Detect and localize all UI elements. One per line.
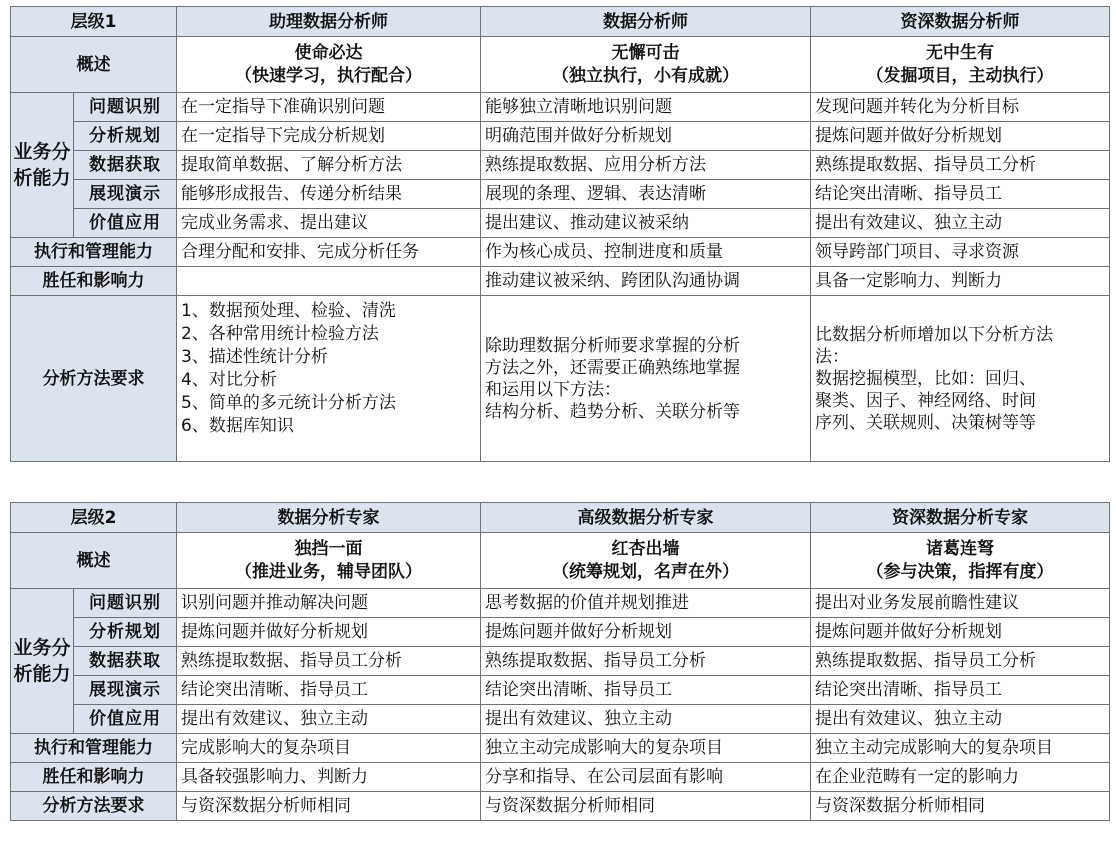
table-cell: 在企业范畴有一定的影响力 (811, 763, 1110, 792)
table-cell: 独立主动完成影响大的复杂项目 (481, 734, 811, 763)
methods-line: 4、对比分析 (181, 370, 277, 390)
group-label: 业务分析能力 (11, 589, 74, 734)
row-label: 价值应用 (74, 705, 177, 734)
level1-table (10, 6, 1110, 462)
table-row (11, 705, 1110, 734)
table-row (11, 93, 1110, 122)
table-row (11, 180, 1110, 209)
table-cell: 与资深数据分析师相同 (481, 792, 811, 821)
overview-cell (177, 533, 481, 589)
methods-line: 3、描述性统计分析 (181, 347, 328, 367)
methods-cell (811, 296, 1110, 462)
table-cell: 作为核心成员、控制进度和质量 (481, 238, 811, 267)
overview-subtitle: （快速学习，执行配合） (235, 65, 422, 86)
row-label: 展现演示 (74, 180, 177, 209)
table-row (11, 647, 1110, 676)
overview-subtitle: （发掘项目，主动执行） (866, 65, 1054, 86)
table-cell: 结论突出清晰、指导员工 (811, 676, 1110, 705)
methods-line: 序列、关联规则、决策树等等 (815, 412, 1036, 433)
table-cell: 结论突出清晰、指导员工 (177, 676, 481, 705)
table-cell: 明确范围并做好分析规划 (481, 122, 811, 151)
table-cell: 识别问题并推动解决问题 (177, 589, 481, 618)
table-cell: 熟练提取数据、指导员工分析 (811, 151, 1110, 180)
table-cell: 熟练提取数据、指导员工分析 (481, 647, 811, 676)
table-cell: 熟练提取数据、指导员工分析 (177, 647, 481, 676)
table-cell: 提炼问题并做好分析规划 (811, 618, 1110, 647)
table-cell: 提取简单数据、了解分析方法 (177, 151, 481, 180)
table-cell: 提炼问题并做好分析规划 (177, 618, 481, 647)
methods-line: 数据挖掘模型，比如：回归、 (815, 368, 1036, 389)
row-label: 胜任和影响力 (11, 267, 177, 296)
table-cell: 在一定指导下完成分析规划 (177, 122, 481, 151)
overview-label: 概述 (11, 37, 177, 93)
column-header: 数据分析专家 (177, 503, 481, 533)
table-row (11, 238, 1110, 267)
row-label: 胜任和影响力 (11, 763, 177, 792)
methods-line: 法： (815, 346, 849, 367)
table-cell: 熟练提取数据、应用分析方法 (481, 151, 811, 180)
group-label: 业务分析能力 (11, 93, 74, 238)
column-header: 资深数据分析专家 (811, 503, 1110, 533)
overview-title: 使命必达 (294, 42, 363, 63)
row-label: 价值应用 (74, 209, 177, 238)
overview-title: 无懈可击 (611, 42, 680, 63)
table-row (11, 792, 1110, 821)
methods-line: 结构分析、趋势分析、关联分析等 (485, 401, 740, 422)
overview-subtitle: （参与决策，指挥有度） (866, 561, 1054, 582)
table-cell: 展现的条理、逻辑、表达清晰 (481, 180, 811, 209)
level-corner: 层级2 (11, 503, 177, 533)
table-cell (177, 267, 481, 296)
table-cell: 在一定指导下准确识别问题 (177, 93, 481, 122)
table-cell: 提出有效建议、独立主动 (481, 705, 811, 734)
row-label: 展现演示 (74, 676, 177, 705)
overview-row (11, 533, 1110, 589)
table-cell: 提出有效建议、独立主动 (811, 705, 1110, 734)
table-cell: 完成业务需求、提出建议 (177, 209, 481, 238)
overview-subtitle: （推进业务，辅导团队） (235, 561, 422, 582)
methods-cell (481, 296, 811, 462)
table-cell: 具备较强影响力、判断力 (177, 763, 481, 792)
overview-subtitle: （独立执行，小有成就） (552, 65, 739, 86)
overview-cell (811, 533, 1110, 589)
row-label: 分析规划 (74, 122, 177, 151)
overview-cell (481, 37, 811, 93)
table-row (11, 151, 1110, 180)
table-cell: 思考数据的价值并规划推进 (481, 589, 811, 618)
column-header: 助理数据分析师 (177, 7, 481, 37)
methods-cell (177, 296, 481, 462)
table-cell: 领导跨部门项目、寻求资源 (811, 238, 1110, 267)
methods-row (11, 296, 1110, 462)
methods-line: 和运用以下方法： (485, 379, 621, 400)
row-label: 问题识别 (74, 589, 177, 618)
row-label: 分析方法要求 (11, 792, 177, 821)
table-cell: 熟练提取数据、指导员工分析 (811, 647, 1110, 676)
row-label: 分析规划 (74, 618, 177, 647)
table-cell: 提出建议、推动建议被采纳 (481, 209, 811, 238)
level-corner: 层级1 (11, 7, 177, 37)
overview-label: 概述 (11, 533, 177, 589)
table-cell: 分享和指导、在公司层面有影响 (481, 763, 811, 792)
column-header: 高级数据分析专家 (481, 503, 811, 533)
methods-line: 聚类、因子、神经网络、时间 (815, 390, 1036, 411)
table-row (11, 267, 1110, 296)
overview-cell (811, 37, 1110, 93)
column-header: 资深数据分析师 (811, 7, 1110, 37)
header-row (11, 503, 1110, 533)
table-cell: 发现问题并转化为分析目标 (811, 93, 1110, 122)
row-label: 数据获取 (74, 647, 177, 676)
methods-line: 6、数据库知识 (181, 416, 294, 436)
table-cell: 独立主动完成影响大的复杂项目 (811, 734, 1110, 763)
methods-line: 比数据分析师增加以下分析方法 (815, 324, 1053, 345)
row-label: 问题识别 (74, 93, 177, 122)
row-label: 数据获取 (74, 151, 177, 180)
table-cell: 结论突出清晰、指导员工 (811, 180, 1110, 209)
methods-line: 1、数据预处理、检验、清洗 (181, 301, 396, 321)
methods-line: 方法之外，还需要正确熟练地掌握 (485, 357, 740, 378)
table-cell: 提出有效建议、独立主动 (177, 705, 481, 734)
overview-cell (481, 533, 811, 589)
row-label: 分析方法要求 (11, 296, 177, 462)
methods-line: 除助理数据分析师要求掌握的分析 (485, 335, 740, 356)
overview-title: 独挡一面 (294, 538, 363, 559)
table-row (11, 122, 1110, 151)
methods-line: 5、简单的多元统计分析方法 (181, 393, 396, 413)
table-row (11, 676, 1110, 705)
column-header: 数据分析师 (481, 7, 811, 37)
table-cell: 与资深数据分析师相同 (177, 792, 481, 821)
table-cell: 结论突出清晰、指导员工 (481, 676, 811, 705)
level2-table (10, 502, 1110, 821)
table-cell: 合理分配和安排、完成分析任务 (177, 238, 481, 267)
header-row (11, 7, 1110, 37)
table-row (11, 209, 1110, 238)
table-cell: 推动建议被采纳、跨团队沟通协调 (481, 267, 811, 296)
table-cell: 提炼问题并做好分析规划 (481, 618, 811, 647)
table-cell: 能够独立清晰地识别问题 (481, 93, 811, 122)
table-cell: 具备一定影响力、判断力 (811, 267, 1110, 296)
table-cell: 与资深数据分析师相同 (811, 792, 1110, 821)
table-cell: 能够形成报告、传递分析结果 (177, 180, 481, 209)
table-row (11, 618, 1110, 647)
overview-title: 诸葛连弩 (926, 538, 994, 559)
table-cell: 提出对业务发展前瞻性建议 (811, 589, 1110, 618)
methods-line: 2、各种常用统计检验方法 (181, 324, 379, 344)
table-row (11, 589, 1110, 618)
overview-subtitle: （统筹规划，名声在外） (552, 561, 739, 582)
overview-title: 无中生有 (926, 42, 994, 63)
table-row (11, 734, 1110, 763)
table-cell: 提炼问题并做好分析规划 (811, 122, 1110, 151)
overview-cell (177, 37, 481, 93)
overview-row (11, 37, 1110, 93)
table-cell: 完成影响大的复杂项目 (177, 734, 481, 763)
table-cell: 提出有效建议、独立主动 (811, 209, 1110, 238)
overview-title: 红杏出墙 (611, 538, 680, 559)
row-label: 执行和管理能力 (11, 734, 177, 763)
row-label: 执行和管理能力 (11, 238, 177, 267)
table-row (11, 763, 1110, 792)
